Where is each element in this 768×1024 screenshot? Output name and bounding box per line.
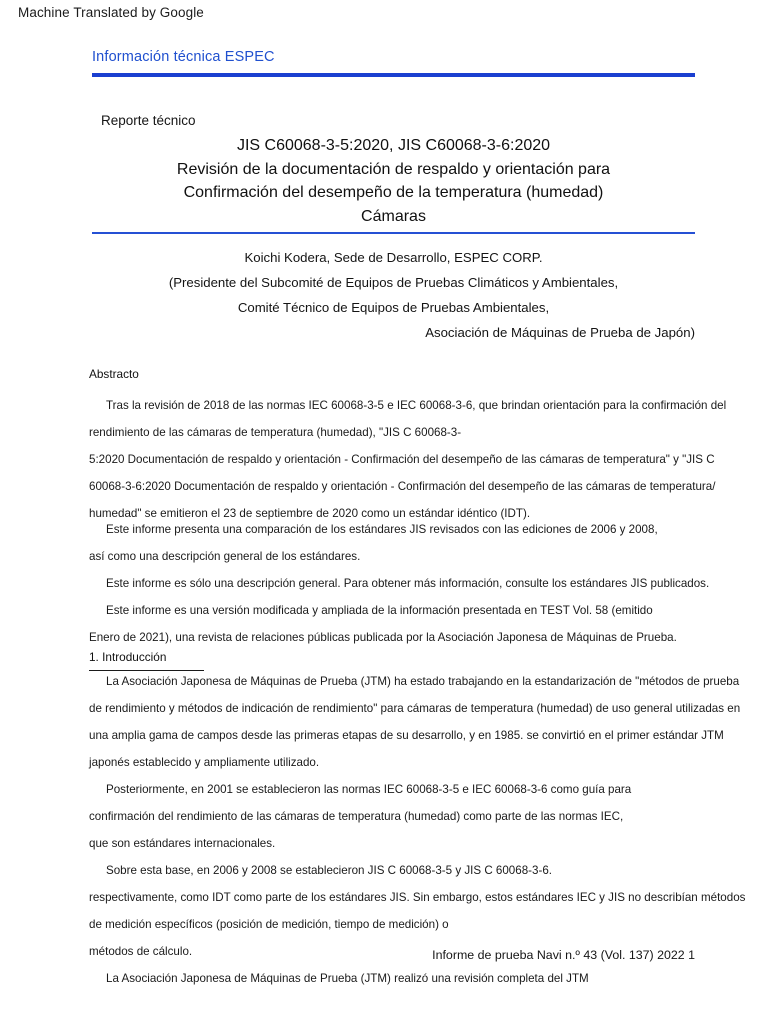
- author-organization: Asociación de Máquinas de Prueba de Japón): [425, 325, 695, 340]
- report-type-label: Reporte técnico: [101, 113, 196, 128]
- abstract-line: Enero de 2021), una revista de relaciones públicas publicada por la Asociación Japonesa de Máquinas de Prueba.: [89, 631, 677, 644]
- title-divider-rule: [92, 232, 695, 234]
- abstract-line: Este informe presenta una comparación de los estándares JIS revisados con las ediciones de 2006 y 2008,: [106, 523, 658, 536]
- introduction-heading: 1. Introducción: [89, 647, 204, 671]
- abstract-line: 60068-3-6:2020 Documentación de respaldo y orientación - Confirmación del desempeño de las cámaras de temperatura/: [89, 480, 716, 493]
- abstract-line: 5:2020 Documentación de respaldo y orientación - Confirmación del desempeño de las cámaras de temperatura" y "JIS C: [89, 453, 715, 466]
- intro-line: Sobre esta base, en 2006 y 2008 se establecieron JIS C 60068-3-5 y JIS C 60068-3-6.: [106, 864, 552, 877]
- abstract-line: humedad" se emitieron el 23 de septiembre de 2020 como un estándar idéntico (IDT).: [89, 507, 531, 520]
- introduction-section: [89, 668, 746, 992]
- page-footer: Informe de prueba Navi n.º 43 (Vol. 137) 2022 1: [432, 948, 695, 962]
- intro-line: La Asociación Japonesa de Máquinas de Prueba (JTM) ha estado trabajando en la estandarización de "métodos de prueba: [106, 675, 740, 688]
- abstract-section-continued: [89, 516, 710, 651]
- intro-line: La Asociación Japonesa de Máquinas de Prueba (JTM) realizó una revisión completa del JTM: [106, 972, 589, 985]
- title-line-2: Revisión de la documentación de respaldo y orientación para: [176, 160, 611, 178]
- intro-line: respectivamente, como IDT como parte de los estándares JIS. Sin embargo, estos estándares IEC y JIS no describían métodos: [89, 891, 746, 904]
- abstract-line: Tras la revisión de 2018 de las normas IEC 60068-3-5 e IEC 60068-3-6, que brindan orientación para la confirmación del: [106, 399, 727, 412]
- title-line-4: Cámaras: [361, 207, 426, 225]
- abstract-section: [89, 364, 727, 527]
- title-line-3: Confirmación del desempeño de la temperatura (humedad): [183, 184, 604, 201]
- intro-line: japonés establecido y ampliamente utilizado.: [89, 756, 320, 769]
- author-role-line-2: Comité Técnico de Equipos de Pruebas Ambientales,: [237, 300, 550, 315]
- masthead: [92, 47, 695, 77]
- intro-line: métodos de cálculo.: [89, 945, 193, 958]
- author-role-line-1: (Presidente del Subcomité de Equipos de Pruebas Climáticos y Ambientales,: [168, 275, 619, 290]
- page-title: [92, 134, 695, 228]
- author-block: [92, 245, 695, 345]
- intro-line: que son estándares internacionales.: [89, 837, 276, 850]
- abstract-line: así como una descripción general de los estándares.: [89, 550, 361, 563]
- masthead-title: Información técnica ESPEC: [92, 49, 275, 65]
- machine-translation-banner: Machine Translated by Google: [18, 5, 204, 20]
- intro-line: de medición específicos (posición de medición, tiempo de medición) o: [89, 918, 449, 931]
- abstract-line: Este informe es una versión modificada y ampliada de la información presentada en TEST Vol. 58 (emitido: [106, 604, 653, 617]
- title-line-1: JIS C60068-3-5:2020, JIS C60068-3-6:2020: [236, 137, 551, 154]
- intro-line: una amplia gama de campos desde las primeras etapas de su desarrollo, y en 1985. se convirtió en el primer estándar JTM: [89, 729, 724, 742]
- abstract-line: Este informe es sólo una descripción general. Para obtener más información, consulte los estándares JIS publicados.: [106, 577, 710, 590]
- abstract-heading: Abstracto: [89, 367, 139, 381]
- masthead-rule: [92, 73, 695, 77]
- abstract-line: rendimiento de las cámaras de temperatura (humedad), "JIS C 60068-3-: [89, 426, 462, 439]
- intro-line: Posteriormente, en 2001 se establecieron las normas IEC 60068-3-5 e IEC 60068-3-6 como guía para: [106, 783, 632, 796]
- intro-line: confirmación del rendimiento de las cámaras de temperatura (humedad) como parte de las normas IEC,: [89, 810, 624, 823]
- author-name-affiliation: Koichi Kodera, Sede de Desarrollo, ESPEC CORP.: [244, 250, 543, 265]
- intro-line: de rendimiento y métodos de indicación de rendimiento" para cámaras de temperatura (humedad) de uso general utilizadas en: [89, 702, 741, 715]
